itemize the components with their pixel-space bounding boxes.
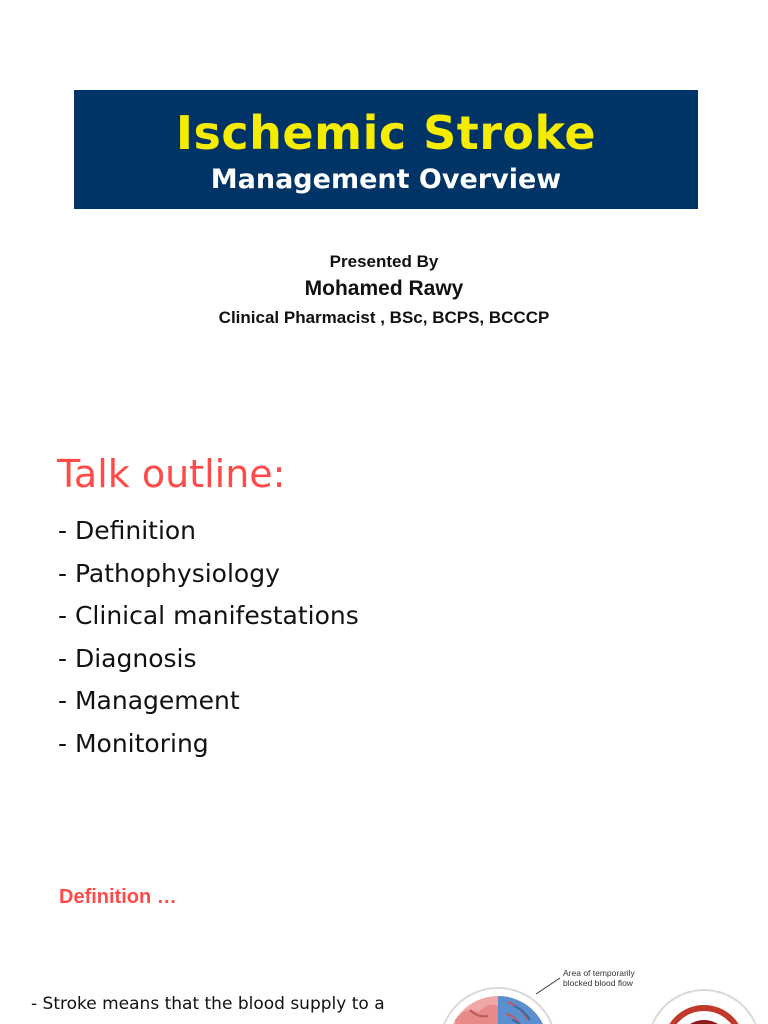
presentation-title: Ischemic Stroke xyxy=(175,106,597,160)
outline-item: - Definition xyxy=(58,516,197,545)
presenter-credentials: Clinical Pharmacist , BSc, BCPS, BCCCP xyxy=(218,308,550,327)
outline-item: - Pathophysiology xyxy=(58,558,280,588)
title-banner xyxy=(74,90,698,209)
figure-caption xyxy=(563,968,653,988)
outline-item: - Diagnosis xyxy=(58,643,197,673)
outline-item: - Monitoring xyxy=(58,728,209,758)
presenter-name: Mohamed Rawy xyxy=(304,277,464,300)
outline-item: - Clinical manifestations xyxy=(58,601,359,631)
outline-heading: Talk outline: xyxy=(57,452,286,496)
figure-caption-line1: Area of temporarily xyxy=(563,968,635,978)
presented-by-label: Presented By xyxy=(329,252,439,271)
outline-item: - Management xyxy=(58,686,240,716)
presentation-subtitle: Management Overview xyxy=(210,164,562,195)
definition-text: - Stroke means that the blood supply to a xyxy=(31,994,385,1014)
outline-list xyxy=(58,512,359,768)
figure-caption-line2: blocked blood flow xyxy=(563,978,633,988)
definition-heading: Definition … xyxy=(59,886,177,908)
